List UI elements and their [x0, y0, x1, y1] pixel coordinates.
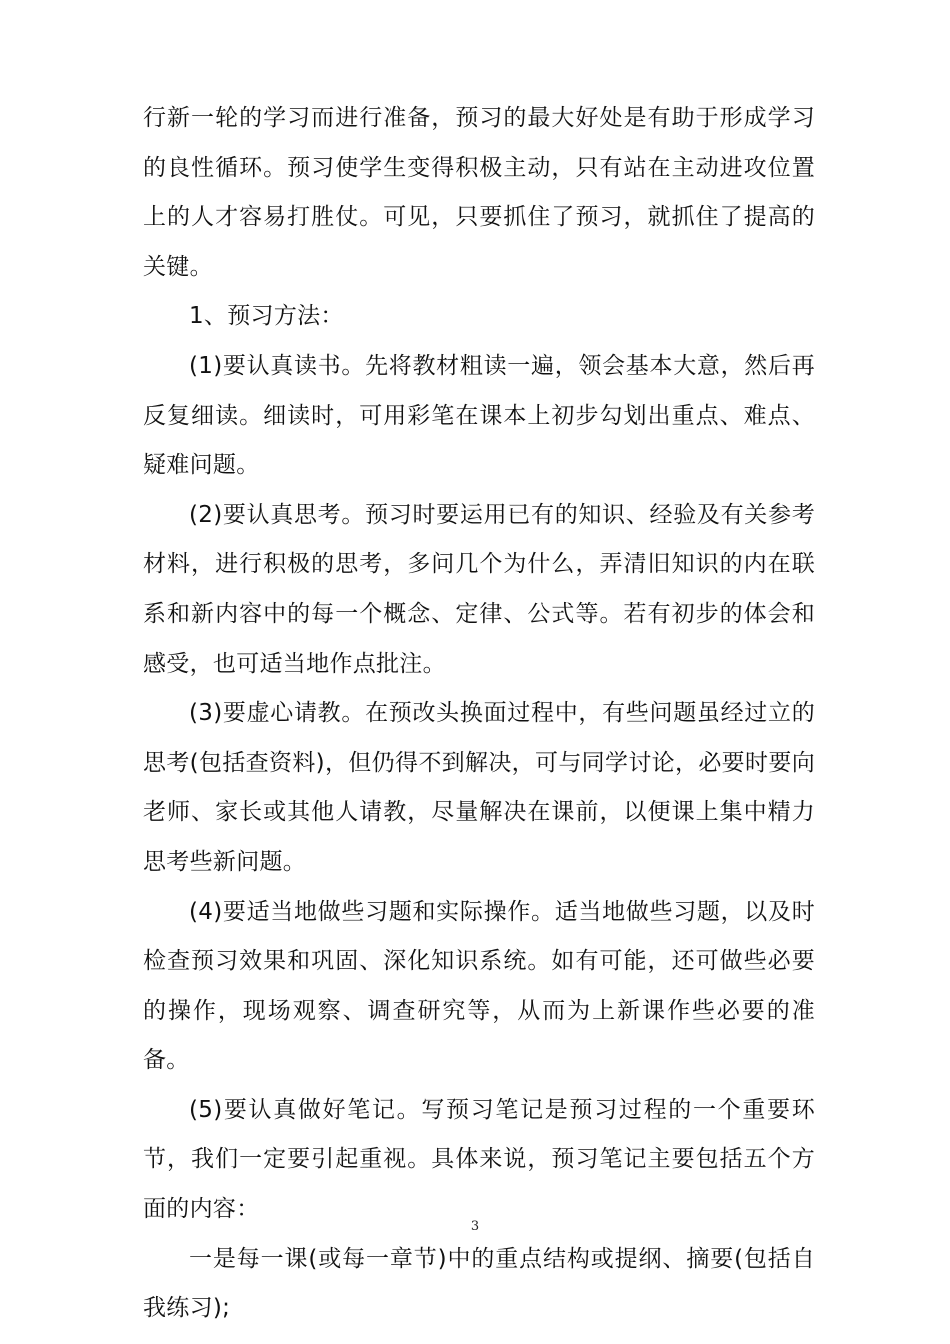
paragraph-continuation: 行新一轮的学习而进行准备，预习的最大好处是有助于形成学习的良性循环。预习使学生变得积极主动，只有站在主动进攻位置上的人才容易打胜仗。可见，只要抓住了预习，就抓住了提高的关键。	[143, 105, 815, 280]
paragraph-method-4: (4)要适当地做些习题和实际操作。适当地做些习题，以及时检查预习效果和巩固、深化知识系统。如有可能，还可做些必要的操作，现场观察、调查研究等，从而为上新课作些必要的准备。	[143, 898, 815, 1074]
paragraph-method-1: (1)要认真读书。先将教材粗读一遍，领会基本大意，然后再反复细读。细读时，可用彩笔在课本上初步勾划出重点、难点、疑难问题。	[143, 352, 815, 479]
paragraph-notes-item-1: 一是每一课(或每一章节)中的重点结构或提纲、摘要(包括自我练习);	[143, 1245, 815, 1322]
document-body	[143, 94, 815, 1334]
page-number: 3	[470, 1219, 480, 1234]
paragraph-method-3: (3)要虚心请教。在预改头换面过程中，有些问题虽经过立的思考(包括查资料)，但仍得不到解决，可与同学讨论，必要时要向老师、家长或其他人请教，尽量解决在课前，以便课上集中精力思考些新问题。	[143, 700, 815, 875]
section-heading-preview-methods: 1、预习方法：	[189, 303, 344, 330]
paragraph-method-2: (2)要认真思考。预习时要运用已有的知识、经验及有关参考材料，进行积极的思考，多问几个为什么，弄清旧知识的内在联系和新内容中的每一个概念、定律、公式等。若有初步的体会和感受，也可适当地作点批注。	[143, 501, 815, 677]
paragraph-method-5: (5)要认真做好笔记。写预习笔记是预习过程的一个重要环节，我们一定要引起重视。具体来说，预习笔记主要包括五个方面的内容：	[143, 1096, 815, 1223]
